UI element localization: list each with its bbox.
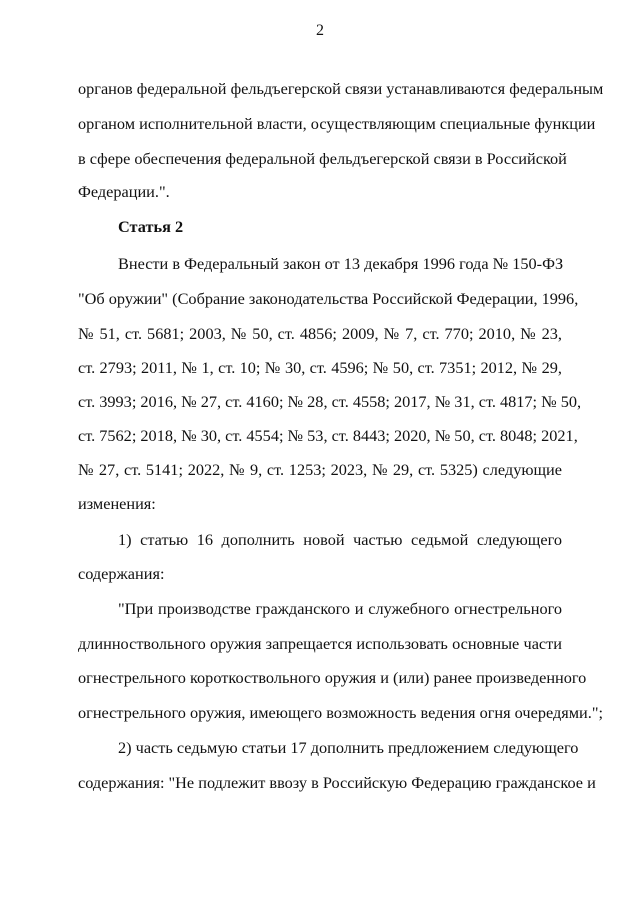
article-heading: Статья 2 bbox=[118, 217, 184, 236]
page-number: 2 bbox=[316, 22, 324, 39]
text-line: органов федеральной фельдъегерской связи устанавливаются федеральным bbox=[78, 79, 604, 98]
quote-line: огнестрельного короткоствольного оружия и (или) ранее произведенного bbox=[78, 668, 587, 687]
text-line: ст. 7562; 2018, № 30, ст. 4554; № 53, ст. 8443; 2020, № 50, ст. 8048; 2021, bbox=[78, 426, 578, 445]
text-line: Внести в Федеральный закон от 13 декабря 1996 года № 150-ФЗ bbox=[118, 254, 564, 273]
text-line: № 27, ст. 5141; 2022, № 9, ст. 1253; 2023, № 29, ст. 5325) следующие bbox=[78, 460, 562, 479]
text-line: Федерации.". bbox=[78, 182, 170, 201]
text-line: содержания: "Не подлежит ввозу в Российскую Федерацию гражданское и bbox=[78, 773, 596, 792]
quote-line: огнестрельного оружия, имеющего возможность ведения огня очередями."; bbox=[78, 703, 603, 722]
quote-line: "При производстве гражданского и служебного огнестрельного bbox=[118, 599, 562, 618]
text-line: содержания: bbox=[78, 564, 165, 583]
text-line: органом исполнительной власти, осуществляющим специальные функции bbox=[78, 114, 596, 133]
text-line: в сфере обеспечения федеральной фельдъегерской связи в Российской bbox=[78, 149, 567, 168]
text-line: ст. 2793; 2011, № 1, ст. 10; № 30, ст. 4596; № 50, ст. 7351; 2012, № 29, bbox=[78, 358, 562, 377]
list-item-2-line: 2) часть седьмую статьи 17 дополнить предложением следующего bbox=[118, 738, 579, 757]
text-line: ст. 3993; 2016, № 27, ст. 4160; № 28, ст. 4558; 2017, № 31, ст. 4817; № 50, bbox=[78, 392, 582, 411]
text-line: № 51, ст. 5681; 2003, № 50, ст. 4856; 2009, № 7, ст. 770; 2010, № 23, bbox=[78, 324, 562, 343]
list-item-1-line: 1) статью 16 дополнить новой частью седьмой следующего bbox=[118, 530, 562, 549]
quote-line: длинноствольного оружия запрещается использовать основные части bbox=[78, 634, 562, 653]
text-line: изменения: bbox=[78, 494, 156, 513]
text-line: "Об оружии" (Собрание законодательства Российской Федерации, 1996, bbox=[78, 289, 579, 308]
